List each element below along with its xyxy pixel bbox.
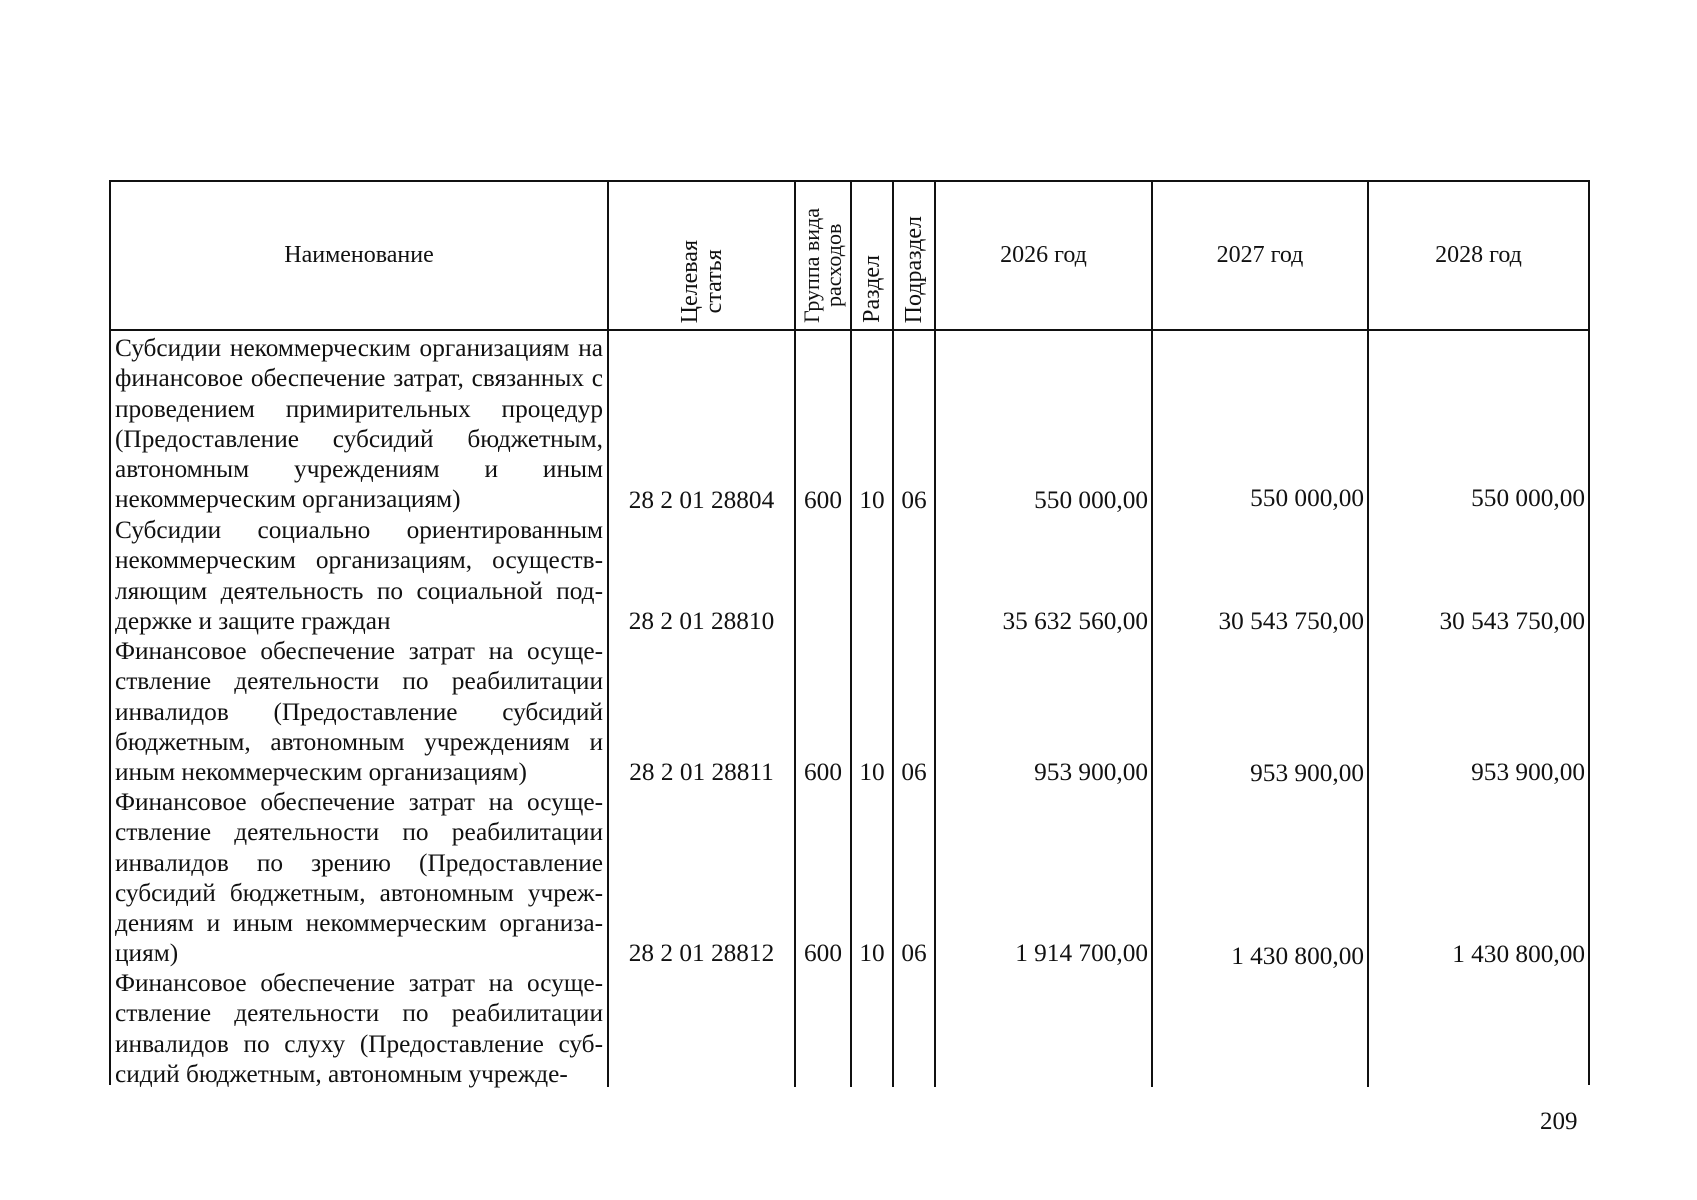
row-value-2026: 1 914 700,00 (1015, 939, 1148, 967)
row-code: 28 2 01 28804 (628, 486, 775, 514)
header-year-2028: 2028 год (1435, 241, 1522, 268)
row-subsection: 06 (901, 758, 927, 786)
row-value-2028: 953 900,00 (1471, 758, 1585, 786)
header-section (852, 182, 892, 329)
header-expense-group-label: Группа вида расходов (799, 208, 846, 323)
header-name: Наименование (284, 241, 434, 268)
header-year-2026: 2026 год (1000, 241, 1087, 268)
header-target-article (609, 182, 794, 329)
row-section: 10 (859, 758, 885, 786)
row-section: 10 (859, 939, 885, 967)
row-subsection: 06 (901, 486, 927, 514)
row-name: Финансовое обеспечение затрат на осуществление деятельности по реабилитации инвалидов по слуху (Предоставление субсидий бюджетным, автономным учрежде- (115, 969, 603, 1088)
row-value-2027: 550 000,00 (1250, 484, 1364, 512)
header-subsection-label: Подраздел (901, 215, 927, 323)
header-expense-group (796, 182, 850, 329)
header-divider (111, 329, 1588, 331)
row-value-2028: 550 000,00 (1471, 484, 1585, 512)
row-value-2027: 1 430 800,00 (1231, 942, 1364, 970)
header-section-label: Раздел (859, 255, 885, 323)
row-value-2026: 35 632 560,00 (1002, 607, 1148, 635)
row-name: Субсидии некоммерческим организациям на финансовое обеспечение затрат, связанных с проведением примирительных процедур (Предоставление субсидий бюджетным, автономным учреждениям и иным некоммерческим организациям) (115, 334, 603, 514)
row-code: 28 2 01 28812 (628, 939, 775, 967)
header-year-2027: 2027 год (1216, 241, 1304, 268)
row-subsection: 06 (901, 939, 927, 967)
row-name: Финансовое обеспечение затрат на осуществление деятельности по реабилитации инвалидов (Предоставление субсидий бюджетным, автономным учреждениям и иным некоммерческим организациям) (115, 637, 603, 787)
row-value-2026: 550 000,00 (1034, 486, 1148, 514)
row-group: 600 (804, 486, 842, 514)
row-name: Субсидии социально ориентированным некоммерческим организациям, осуществляющим деятельность по социальной поддержке и защите граждан (115, 516, 603, 635)
row-name: Финансовое обеспечение затрат на осуществление деятельности по реабилитации инвалидов по зрению (Предоставление субсидий бюджетным, автономным учреждениям и иным некоммерческим организациям) (115, 788, 603, 968)
row-value-2027: 953 900,00 (1250, 759, 1364, 787)
row-value-2028: 1 430 800,00 (1452, 940, 1585, 968)
row-value-2028: 30 543 750,00 (1439, 607, 1585, 635)
row-value-2027: 30 543 750,00 (1218, 607, 1364, 635)
row-code: 28 2 01 28811 (629, 758, 774, 786)
header-subsection (894, 182, 934, 329)
budget-table (109, 180, 1590, 1088)
row-group: 600 (804, 758, 842, 786)
header-target-article-label: Целевая статья (676, 239, 727, 323)
row-group: 600 (804, 939, 842, 967)
row-section: 10 (859, 486, 885, 514)
row-value-2026: 953 900,00 (1034, 758, 1148, 786)
page-number: 209 (1540, 1108, 1578, 1135)
row-code: 28 2 01 28810 (628, 607, 775, 635)
